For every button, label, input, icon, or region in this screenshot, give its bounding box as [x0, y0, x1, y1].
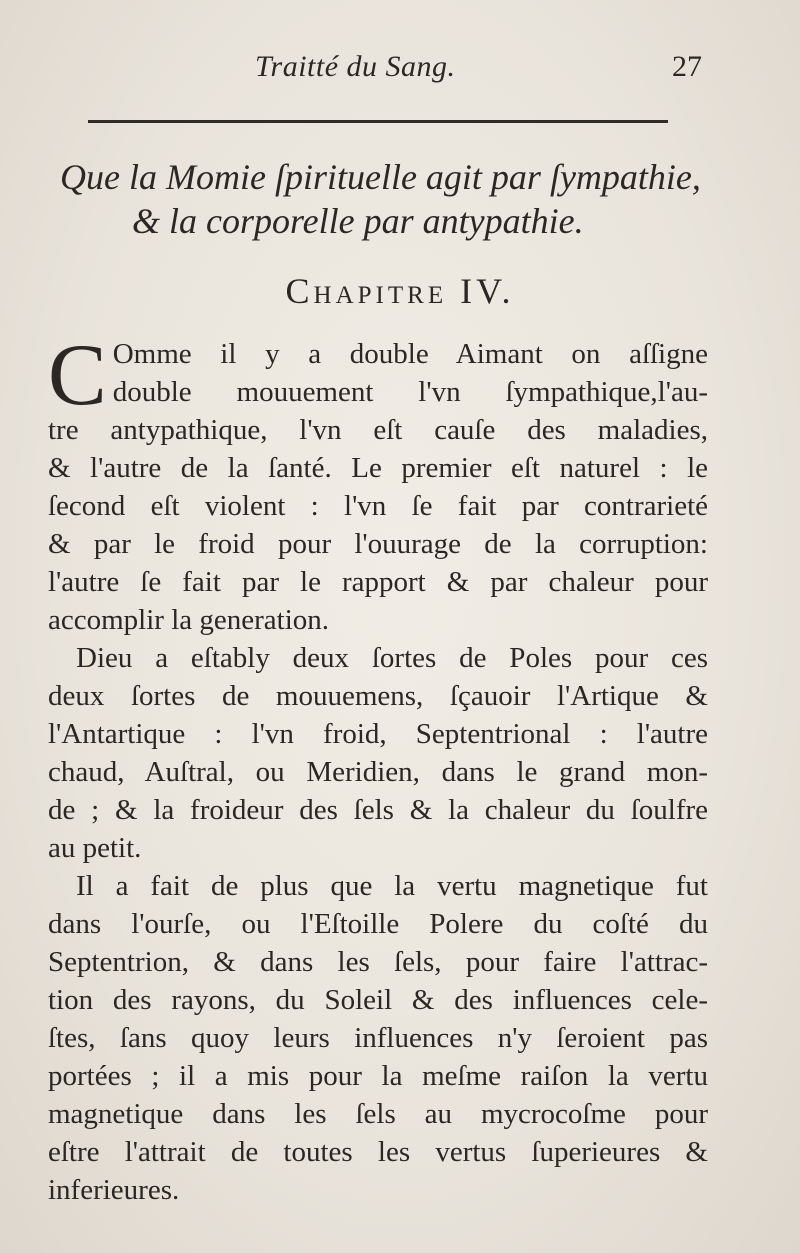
text-line: l'Antartique : l'vn froid, Septentrional : l'autre [48, 718, 708, 750]
drop-cap: C [48, 327, 107, 424]
text-line: l'autre ſe fait par le rapport & par chaleur pour [48, 566, 708, 598]
paragraph-2 [48, 639, 708, 867]
running-head [0, 50, 800, 90]
text-line: accomplir la generation. [48, 604, 330, 636]
section-heading [60, 155, 740, 243]
text-line: dans l'ourſe, ou l'Eſtoille Polere du coſté du [48, 908, 708, 940]
text-line: tre antypathique, l'vn eſt cauſe des maladies, [48, 414, 708, 446]
heading-line-2: & la corporelle par antypathie. [132, 201, 584, 241]
text-line: de ; & la froideur des ſels & la chaleur du ſoulfre [48, 794, 708, 826]
text-line: deux ſortes de mouuemens, ſçauoir l'Artique & [48, 680, 708, 712]
text-line: portées ; il a mis pour la meſme raiſon la vertu [48, 1060, 708, 1092]
text-line: & l'autre de la ſanté. Le premier eſt naturel : le [48, 452, 708, 484]
text-line: double mouuement l'vn ſympathique,l'au- [112, 376, 708, 408]
text-line: chaud, Auſtral, ou Meridien, dans le grand mon- [48, 756, 708, 788]
body-text [48, 327, 708, 1209]
text-line: Septentrion, & dans les ſels, pour faire l'attrac- [48, 946, 708, 978]
page-number: 27 [672, 50, 702, 83]
text-line: & par le froid pour l'ouurage de la corruption: [48, 528, 708, 560]
header-rule [88, 120, 668, 123]
text-line: au petit. [48, 832, 142, 864]
text-line: ſtes, ſans quoy leurs influences n'y ſeroient pas [48, 1022, 708, 1054]
paragraph-3 [48, 867, 708, 1209]
paragraph-1 [48, 327, 708, 639]
text-line: tion des rayons, du Soleil & des influences cele- [48, 984, 708, 1016]
text-line: ſecond eſt violent : l'vn ſe fait par contrarieté [48, 490, 708, 522]
chapter-title: Chapitre IV. [285, 271, 515, 311]
running-title: Traitté du Sang. [255, 50, 456, 83]
text-line: Omme il y a double Aimant on aſſigne [112, 338, 708, 370]
text-line: Dieu a eſtably deux ſortes de Poles pour ces [76, 642, 708, 674]
text-line: inferieures. [48, 1174, 180, 1206]
heading-line-1: Que la Momie ſpirituelle agit par ſympathie, [60, 157, 701, 197]
text-line: eſtre l'attrait de toutes les vertus ſuperieures & [48, 1136, 708, 1168]
text-line: Il a fait de plus que la vertu magnetique fut [76, 870, 708, 902]
text-line: magnetique dans les ſels au mycrocoſme pour [48, 1098, 708, 1130]
